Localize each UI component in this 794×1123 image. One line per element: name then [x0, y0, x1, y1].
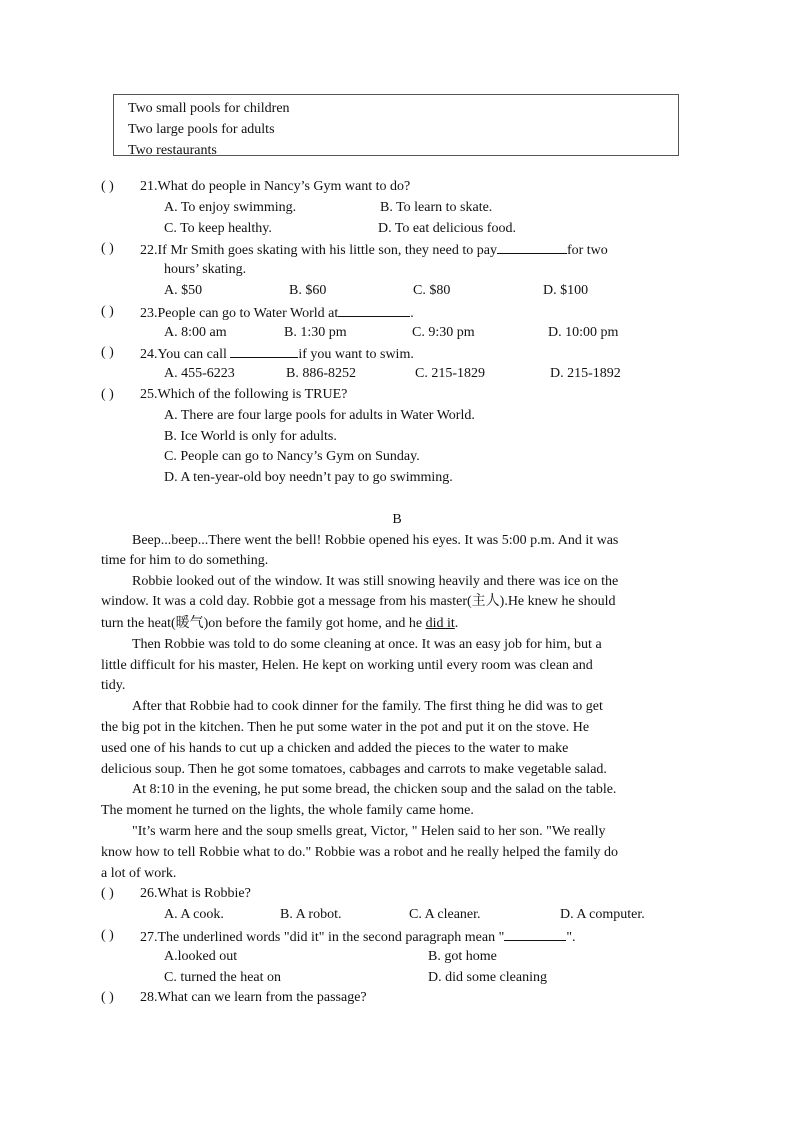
option-a: A. 8:00 am — [164, 325, 227, 340]
option-a: A. There are four large pools for adults in Water World. — [164, 408, 475, 423]
question-26 — [0, 884, 794, 904]
option-b: B. A robot. — [280, 907, 342, 922]
option-a: A. To enjoy swimming. — [164, 200, 297, 215]
passage-line: the big pot in the kitchen. Then he put some water in the pot and put it on the stove. He — [101, 720, 590, 735]
question-stem-continued: hours’ skating. — [164, 262, 247, 277]
passage-line: The moment he turned on the lights, the whole family came home. — [101, 803, 474, 818]
question-stem-end: . — [410, 306, 414, 321]
answer-blank — [497, 239, 567, 254]
answer-paren: ( ) — [101, 179, 114, 194]
passage-line: know how to tell Robbie what to do." Robbie was a robot and he really helped the family do — [101, 845, 618, 860]
question-stem-end: for two — [566, 243, 608, 258]
passage-line: Robbie looked out of the window. It was still snowing heavily and there was ice on the — [132, 574, 619, 589]
passage-line: Then Robbie was told to do some cleaning at once. It was an easy job for him, but a — [132, 637, 602, 652]
question-number: 23. — [140, 306, 158, 321]
option-b: B. Ice World is only for adults. — [164, 429, 337, 444]
passage-line: window. It was a cold day. Robbie got a message from his master(主人).He knew he should — [101, 594, 616, 609]
answer-paren: ( ) — [101, 886, 114, 901]
option-d: D. A computer. — [560, 907, 645, 922]
question-stem: What is Robbie? — [157, 886, 251, 901]
question-24 — [0, 343, 794, 363]
question-number: 22. — [140, 243, 158, 258]
question-number: 28. — [140, 990, 158, 1005]
option-a: A.looked out — [164, 949, 238, 964]
option-d: D. To eat delicious food. — [378, 221, 516, 236]
answer-paren: ( ) — [101, 928, 114, 943]
option-a: A. $50 — [164, 283, 203, 298]
option-c: C. 215-1829 — [415, 366, 485, 381]
option-c: C. People can go to Nancy’s Gym on Sunday. — [164, 449, 420, 464]
option-b: B. To learn to skate. — [380, 200, 493, 215]
answer-paren: ( ) — [101, 345, 114, 360]
passage-line: "It’s warm here and the soup smells great, Victor, " Helen said to her son. "We really — [132, 824, 606, 839]
question-25 — [0, 385, 794, 405]
question-28 — [0, 988, 794, 1008]
question-number: 25. — [140, 387, 158, 402]
question-27 — [0, 926, 794, 946]
passage-line: tidy. — [101, 678, 126, 693]
question-stem: Which of the following is TRUE? — [157, 387, 348, 402]
question-stem: People can go to Water World at — [157, 306, 339, 321]
passage-line: After that Robbie had to cook dinner for the family. The first thing he did was to get — [132, 699, 603, 714]
option-d: D. did some cleaning — [428, 970, 547, 985]
passage-line: little difficult for his master, Helen. He kept on working until every room was clean and — [101, 658, 593, 673]
option-c: C. 9:30 pm — [412, 325, 475, 340]
question-number: 24. — [140, 347, 158, 362]
option-c: C. turned the heat on — [164, 970, 282, 985]
question-stem: If Mr Smith goes skating with his little son, they need to pay — [157, 243, 497, 258]
passage-line: used one of his hands to cut up a chicken and added the pieces to the water to make — [101, 741, 569, 756]
option-c: C. A cleaner. — [409, 907, 481, 922]
question-stem: What do people in Nancy’s Gym want to do? — [157, 179, 411, 194]
facility-item: Two large pools for adults — [128, 122, 275, 137]
question-23 — [0, 302, 794, 322]
passage-line: At 8:10 in the evening, he put some bread, the chicken soup and the salad on the table. — [132, 782, 617, 797]
question-stem: The underlined words "did it" in the second paragraph mean " — [157, 930, 505, 945]
passage-line: time for him to do something. — [101, 553, 269, 568]
option-d: D. A ten-year-old boy needn’t pay to go swimming. — [164, 470, 453, 485]
option-b: B. 886-8252 — [286, 366, 356, 381]
answer-blank — [504, 926, 566, 941]
passage-line: a lot of work. — [101, 866, 177, 881]
water-world-facilities-box — [113, 94, 679, 156]
answer-blank — [230, 343, 298, 358]
answer-blank — [338, 302, 410, 317]
question-stem-end: if you want to swim. — [298, 347, 414, 362]
question-stem: You can call — [157, 347, 227, 362]
answer-paren: ( ) — [101, 990, 114, 1005]
option-a: A. 455-6223 — [164, 366, 235, 381]
question-22 — [0, 239, 794, 259]
facility-item: Two restaurants — [128, 143, 217, 158]
answer-paren: ( ) — [101, 387, 114, 402]
option-d: D. 215-1892 — [550, 366, 621, 381]
question-stem: What can we learn from the passage? — [157, 990, 367, 1005]
option-d: D. $100 — [543, 283, 589, 298]
underlined-did-it: did it — [425, 616, 455, 631]
option-b: B. got home — [428, 949, 497, 964]
passage-line: turn the heat(暖气)on before the family got home, and he did it. — [101, 616, 459, 631]
question-stem-end: ". — [566, 930, 576, 945]
facility-item: Two small pools for children — [128, 101, 290, 116]
option-a: A. A cook. — [164, 907, 224, 922]
option-d: D. 10:00 pm — [548, 325, 619, 340]
answer-paren: ( ) — [101, 304, 114, 319]
passage-line: Beep...beep...There went the bell! Robbie opened his eyes. It was 5:00 p.m. And it was — [132, 533, 619, 548]
option-b: B. 1:30 pm — [284, 325, 347, 340]
question-number: 27. — [140, 930, 158, 945]
question-number: 26. — [140, 886, 158, 901]
answer-paren: ( ) — [101, 241, 114, 256]
option-c: C. To keep healthy. — [164, 221, 272, 236]
passage-line: delicious soup. Then he got some tomatoes, cabbages and carrots to make vegetable salad. — [101, 762, 607, 777]
option-c: C. $80 — [413, 283, 451, 298]
section-heading-b: B — [392, 512, 402, 527]
question-number: 21. — [140, 179, 158, 194]
option-b: B. $60 — [289, 283, 327, 298]
question-21 — [0, 177, 794, 197]
